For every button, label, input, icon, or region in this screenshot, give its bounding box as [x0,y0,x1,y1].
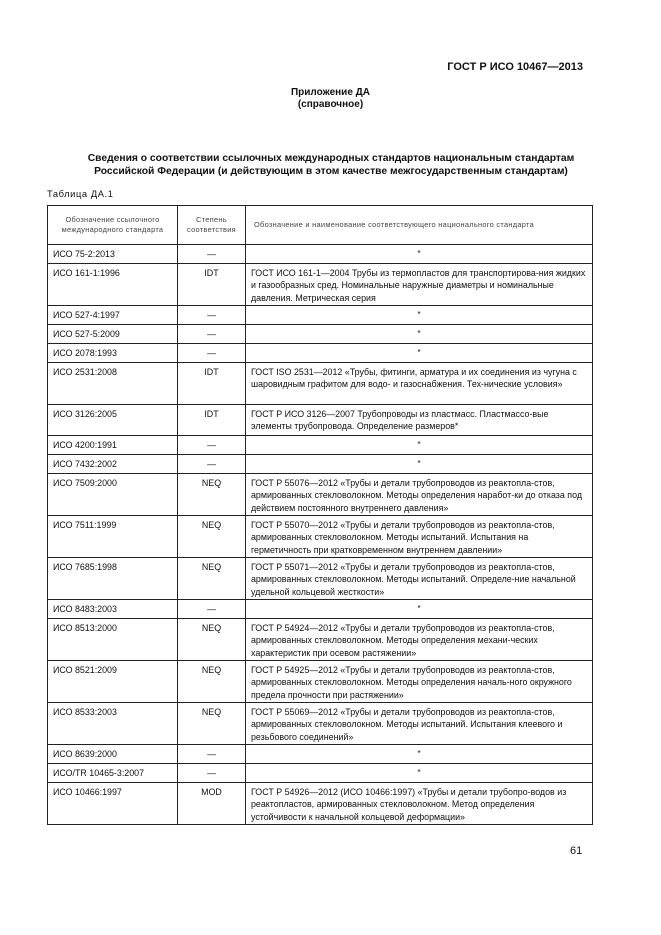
cell-degree: — [178,600,246,619]
cell-intl-standard: ИСО 527-5:2009 [48,325,178,344]
cell-national-standard: ГОСТ Р 55071—2012 «Трубы и детали трубопроводов из реактопла-стов, армированных стекловолокном. Методы испытаний. Определе-ние начальной удельной кольцевой жесткости» [246,558,593,600]
cell-degree: NEQ [178,661,246,703]
table-caption: Таблица ДА.1 [47,189,114,199]
cell-national-standard: ГОСТ Р 54924—2012 «Трубы и детали трубопроводов из реактопла-стов, армированных стекловолокном. Методы определения механи-ческих характеристик при осевом растяжении» [246,619,593,661]
cell-national-standard: * [246,764,593,783]
cell-degree: — [178,745,246,764]
table-row [48,783,593,825]
table-row [48,600,593,619]
cell-degree: — [178,245,246,264]
cell-degree: NEQ [178,474,246,516]
cell-intl-standard: ИСО/TR 10465-3:2007 [48,764,178,783]
cell-national-standard: ГОСТ Р 54925—2012 «Трубы и детали трубопроводов из реактопла-стов, армированных стекловолокном. Методы определения началь-ного окружного предела прочности при растяжении» [246,661,593,703]
cell-degree: IDT [178,264,246,306]
table-row [48,245,593,264]
cell-national-standard: ГОСТ Р 55070—2012 «Трубы и детали трубопроводов из реактопла-стов, армированных стекловолокном. Методы испытаний. Испытания на герметичность при кратковременном внутреннем давлении» [246,516,593,558]
table-row [48,363,593,405]
table-row [48,325,593,344]
column-header-intl-standard: Обозначение ссылочного международного стандарта [48,206,178,245]
table-row [48,764,593,783]
table-row [48,306,593,325]
cell-intl-standard: ИСО 8533:2003 [48,703,178,745]
cell-degree: NEQ [178,703,246,745]
cell-national-standard: ГОСТ ИСО 161-1—2004 Трубы из термопластов для транспортирова-ния жидких и газообразных сред. Номинальные наружные диаметры и номинальные давления. Метрическая серия [246,264,593,306]
cell-national-standard: * [246,745,593,764]
cell-intl-standard: ИСО 2078:1993 [48,344,178,363]
cell-degree: — [178,344,246,363]
cell-degree: — [178,436,246,455]
table-header-row [48,206,593,245]
cell-national-standard: ГОСТ Р 55069—2012 «Трубы и детали трубопроводов из реактопла-стов, армированных стекловолокном. Методы испытаний. Испытания клеевого и резьбового соединений» [246,703,593,745]
table-row [48,405,593,436]
section-heading [40,152,622,178]
cell-degree: NEQ [178,516,246,558]
cell-intl-standard: ИСО 7685:1998 [48,558,178,600]
table-row [48,745,593,764]
cell-intl-standard: ИСО 161-1:1996 [48,264,178,306]
cell-intl-standard: ИСО 8639:2000 [48,745,178,764]
cell-national-standard: * [246,600,593,619]
cell-national-standard: * [246,455,593,474]
cell-intl-standard: ИСО 75-2:2013 [48,245,178,264]
column-header-degree: Степень соответствия [178,206,246,245]
heading-line-1: Сведения о соответствии ссылочных международных стандартов национальным стандартам [87,153,575,164]
cell-degree: NEQ [178,558,246,600]
appendix-title [0,87,661,110]
cell-degree: IDT [178,363,246,405]
cell-degree: MOD [178,783,246,825]
document-code: ГОСТ Р ИСО 10467—2013 [447,61,583,73]
cell-intl-standard: ИСО 7511:1999 [48,516,178,558]
table-row [48,344,593,363]
cell-national-standard: ГОСТ Р 54926—2012 (ИСО 10466:1997) «Трубы и детали трубопро-водов из реактопластов, армированных стекловолокном. Метод определения устойчивости к начальной кольцевой деформации» [246,783,593,825]
cell-intl-standard: ИСО 8521:2009 [48,661,178,703]
cell-national-standard: ГОСТ Р ИСО 3126—2007 Трубопроводы из пластмасс. Пластмассо-вые элементы трубопровода. Определение размеров* [246,405,593,436]
cell-national-standard: ГОСТ Р 55076—2012 «Трубы и детали трубопроводов из реактопла-стов, армированных стекловолокном. Методы определения наработ-ки до отказа под действием постоянного внутреннего давления» [246,474,593,516]
cell-national-standard: * [246,306,593,325]
cell-degree: — [178,325,246,344]
cell-degree: — [178,455,246,474]
table-row [48,264,593,306]
table-row [48,558,593,600]
cell-degree: NEQ [178,619,246,661]
cell-degree: — [178,306,246,325]
appendix-subtitle: (справочное) [297,98,364,110]
cell-intl-standard: ИСО 527-4:1997 [48,306,178,325]
column-header-national-standard: Обозначение и наименование соответствующего национального стандарта [246,206,593,245]
table-row [48,516,593,558]
cell-intl-standard: ИСО 3126:2005 [48,405,178,436]
cell-national-standard: ГОСТ ISO 2531—2012 «Трубы, фитинги, арматура и их соединения из чугуна с шаровидным графитом для водо- и газоснабжения. Тех-нические условия» [246,363,593,405]
table-row [48,436,593,455]
correspondence-table [47,205,593,825]
cell-intl-standard: ИСО 7432:2002 [48,455,178,474]
cell-intl-standard: ИСО 2531:2008 [48,363,178,405]
cell-intl-standard: ИСО 4200:1991 [48,436,178,455]
table-row [48,619,593,661]
cell-national-standard: * [246,325,593,344]
heading-line-2: Российской Федерации (и действующим в этом качестве межгосударственным стандартам) [94,166,568,177]
cell-intl-standard: ИСО 10466:1997 [48,783,178,825]
cell-intl-standard: ИСО 8483:2003 [48,600,178,619]
appendix-label: Приложение ДА [290,87,371,98]
cell-national-standard: * [246,245,593,264]
table-row [48,455,593,474]
cell-degree: — [178,764,246,783]
cell-intl-standard: ИСО 7509:2000 [48,474,178,516]
cell-intl-standard: ИСО 8513:2000 [48,619,178,661]
cell-degree: IDT [178,405,246,436]
table-row [48,661,593,703]
table-row [48,703,593,745]
page-number: 61 [570,845,583,857]
cell-national-standard: * [246,344,593,363]
cell-national-standard: * [246,436,593,455]
table-row [48,474,593,516]
